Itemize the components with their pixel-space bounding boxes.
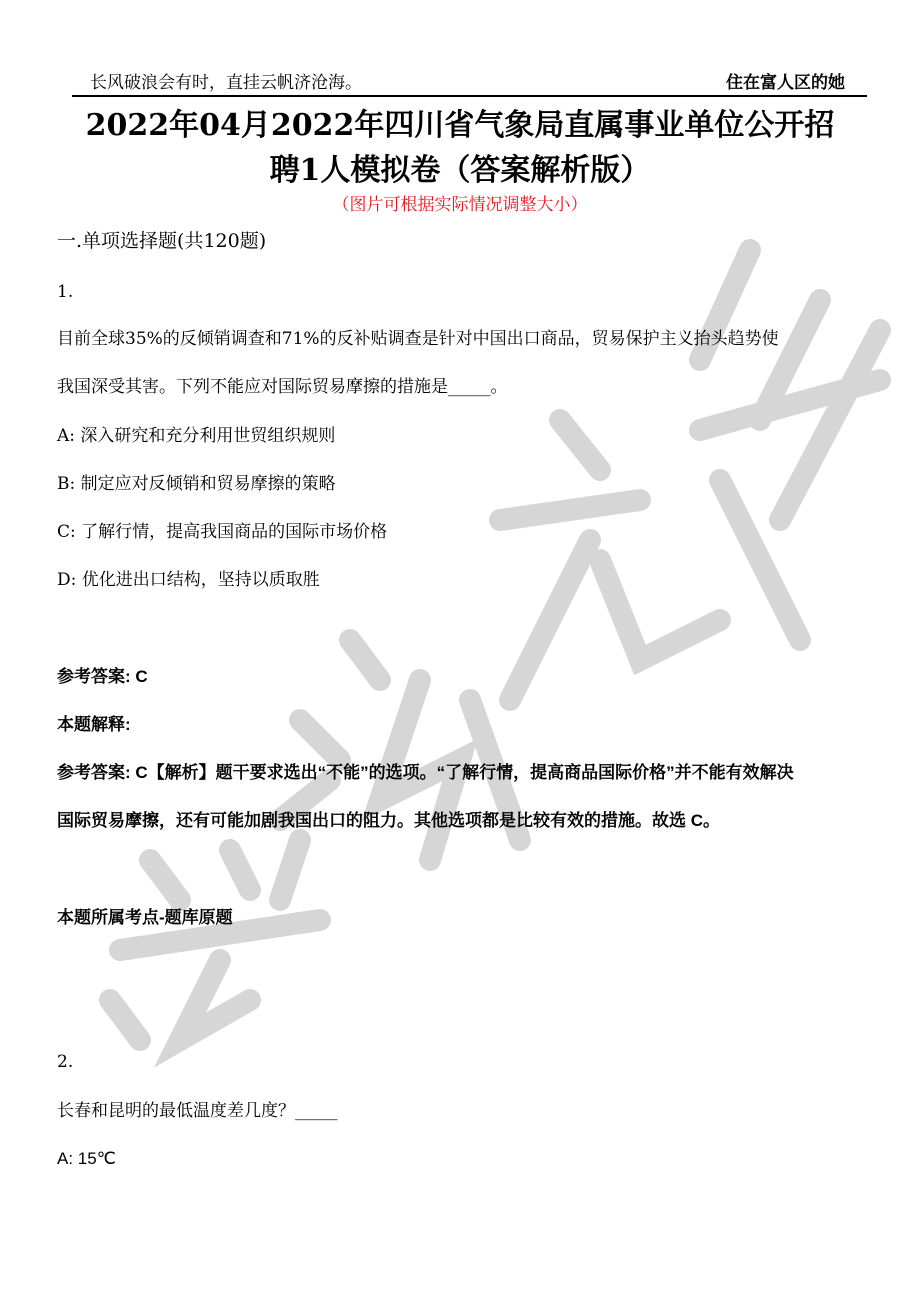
topic-label: 本题所属考点-题库原题 <box>57 908 233 927</box>
option-d: D: 优化进出口结构，坚持以质取胜 <box>57 570 320 590</box>
image-size-note: （图片可根据实际情况调整大小） <box>332 195 588 215</box>
question-stem: 我国深受其害。下列不能应对国际贸易摩擦的措施是_____。 <box>57 377 508 397</box>
option-a: A: 15℃ <box>57 1149 116 1168</box>
question-number: 2. <box>57 1052 74 1072</box>
doc-title-line1: 2022年04月2022年四川省气象局直属事业单位公开招 <box>85 108 835 143</box>
header-rule <box>72 95 867 97</box>
question-stem: 长春和昆明的最低温度差几度？_____ <box>57 1101 338 1121</box>
option-b: B: 制定应对反倾销和贸易摩擦的策略 <box>57 474 336 494</box>
doc-title-line2: 聘1人模拟卷（答案解析版） <box>269 153 651 188</box>
question-stem: 目前全球35%的反倾销调查和71%的反补贴调查是针对中国出口商品，贸易保护主义抬头趋势使 <box>57 329 779 349</box>
section-heading: 一.单项选择题(共120题) <box>57 230 267 252</box>
option-a: A: 深入研究和充分利用世贸组织规则 <box>57 426 336 446</box>
explanation-label: 本题解释: <box>57 715 131 734</box>
reference-answer: 参考答案: C <box>57 667 148 686</box>
question-number: 1. <box>57 282 74 302</box>
explanation-text: 参考答案: C【解析】题干要求选出“不能”的选项。“了解行情，提高商品国际价格”并不能有效解决 <box>57 763 794 782</box>
option-c: C: 了解行情，提高我国商品的国际市场价格 <box>57 522 388 542</box>
header-author: 住在富人区的她 <box>726 73 845 93</box>
explanation-text: 国际贸易摩擦，还有可能加剧我国出口的阻力。其他选项都是比较有效的措施。故选 C。 <box>57 811 720 830</box>
header-motto: 长风破浪会有时，直挂云帆济沧海。 <box>90 73 362 93</box>
